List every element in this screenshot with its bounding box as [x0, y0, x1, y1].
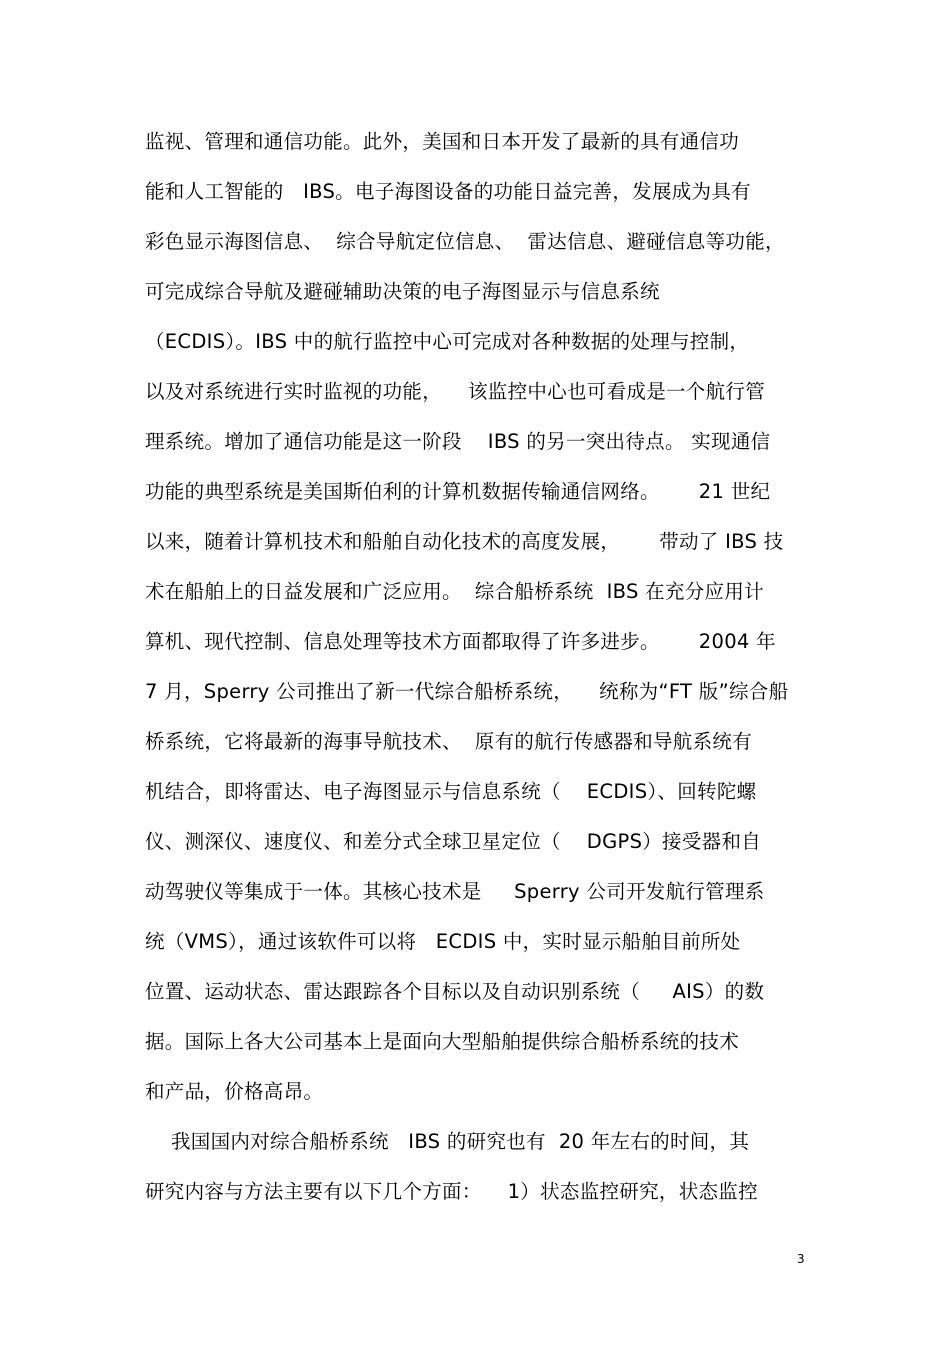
body-text-line: 以来，随着计算机技术和船舶自动化技术的高度发展， 带动了 IBS 技 — [145, 530, 784, 553]
body-text-line: 动驾驶仪等集成于一体。其核心技术是 Sperry 公司开发航行管理系 — [145, 880, 765, 903]
body-text-line: 7 月，Sperry 公司推出了新一代综合船桥系统， 统称为“FT 版”综合船 — [145, 680, 789, 703]
body-text-line: 彩色显示海图信息、 综合导航定位信息、 雷达信息、避碰信息等功能， — [145, 230, 785, 253]
body-text-line: 监视、管理和通信功能。此外，美国和日本开发了最新的具有通信功 — [145, 130, 740, 153]
body-text-line: 功能的典型系统是美国斯伯利的计算机数据传输通信网络。 21 世纪 — [145, 480, 771, 503]
body-text-line: 研究内容与方法主要有以下几个方面： 1）状态监控研究，状态监控 — [145, 1180, 758, 1203]
body-text-line: 据。国际上各大公司基本上是面向大型船舶提供综合船桥系统的技术 — [145, 1030, 740, 1053]
body-text-line: 桥系统，它将最新的海事导航技术、 原有的航行传感器和导航系统有 — [145, 730, 752, 753]
body-text-line: 我国国内对综合船桥系统 IBS 的研究也有 20 年左右的时间，其 — [145, 1130, 750, 1153]
body-text-line: 位置、运动状态、雷达跟踪各个目标以及自动识别系统（ AIS）的数 — [145, 980, 765, 1003]
body-text-line: 可完成综合导航及避碰辅助决策的电子海图显示与信息系统 — [145, 280, 660, 303]
page-number: 3 — [797, 1252, 805, 1266]
body-text-line: 机结合，即将雷达、电子海图显示与信息系统（ ECDIS）、回转陀螺 — [145, 780, 757, 803]
body-text-line: 仪、测深仪、速度仪、和差分式全球卫星定位（ DGPS）接受器和自 — [145, 830, 762, 853]
body-text-line: 和产品，价格高昂。 — [145, 1080, 324, 1103]
body-text-line: 以及对系统进行实时监视的功能， 该监控中心也可看成是一个航行管 — [145, 380, 765, 403]
body-text-line: 术在船舶上的日益发展和广泛应用。 综合船桥系统 IBS 在充分应用计 — [145, 580, 764, 603]
body-text-line: 能和人工智能的 IBS。电子海图设备的功能日益完善，发展成为具有 — [145, 180, 751, 203]
body-text-line: （ECDIS）。IBS 中的航行监控中心可完成对各种数据的处理与控制， — [145, 330, 750, 353]
body-text-line: 统（VMS），通过该软件可以将 ECDIS 中，实时显示船舶目前所处 — [145, 930, 741, 953]
body-text-line: 算机、现代控制、信息处理等技术方面都取得了许多进步。 2004 年 — [145, 630, 776, 653]
body-text-line: 理系统。增加了通信功能是这一阶段 IBS 的另一突出待点。 实现通信 — [145, 430, 771, 453]
